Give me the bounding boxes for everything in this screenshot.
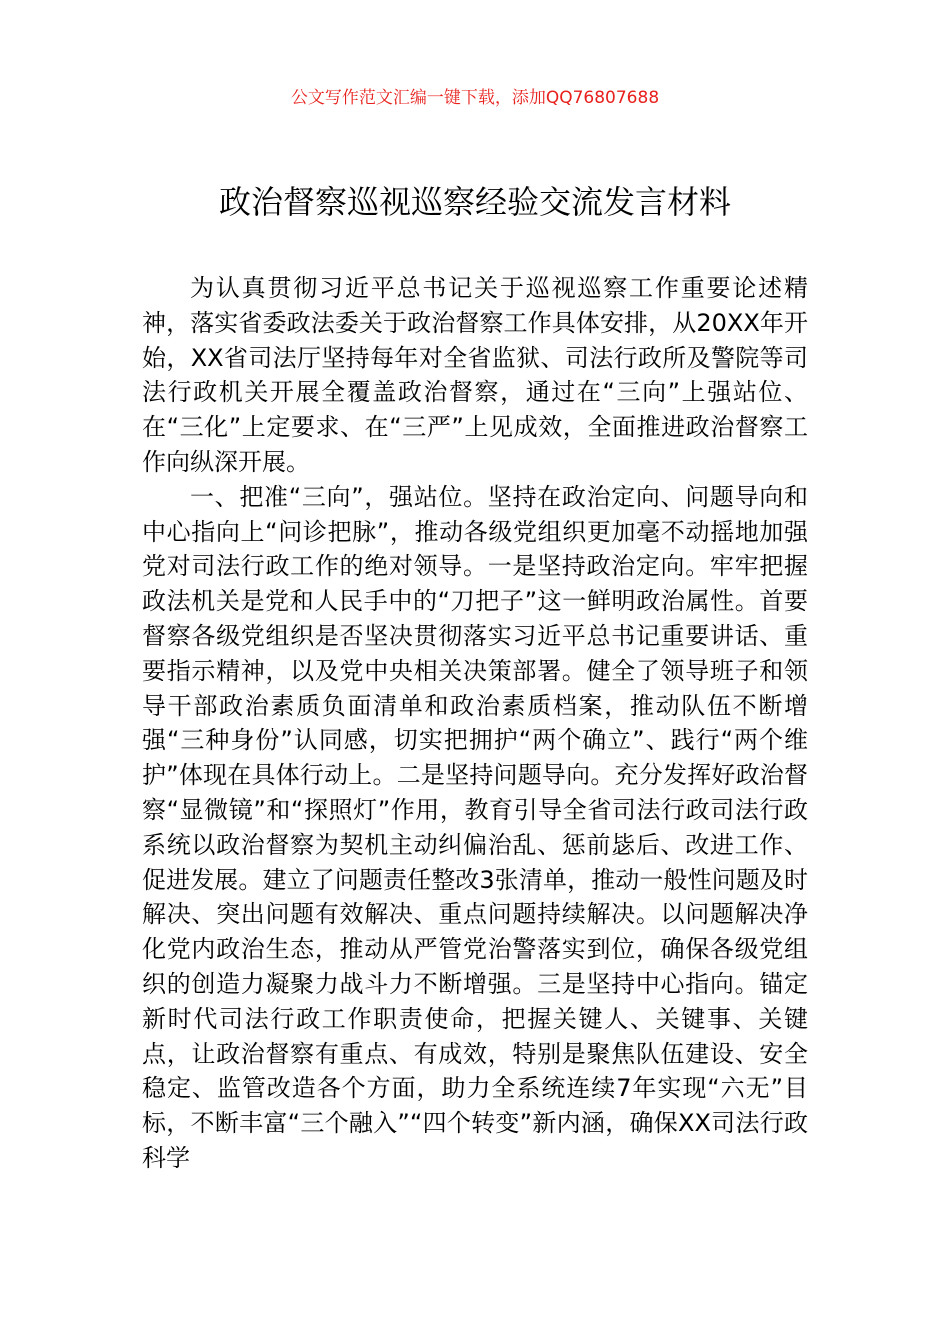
document-title: 政治督察巡视巡察经验交流发言材料 bbox=[218, 183, 731, 221]
download-promo-note: 公文写作范文汇编一键下载，添加QQ76807688 bbox=[290, 88, 660, 108]
document-body bbox=[142, 271, 808, 1176]
paragraph-section-one: 一、把准“三向”，强站位。坚持在政治定向、问题导向和中心指向上“问诊把脉”，推动各级党组织更加毫不动摇地加强党对司法行政工作的绝对领导。一是坚持政治定向。牢牢把握政法机关是党和人民手中的“刀把子”这一鲜明政治属性。首要督察各级党组织是否坚决贯彻落实习近平总书记重要讲话、重要指示精神，以及党中央相关决策部署。健全了领导班子和领导干部政治素质负面清单和政治素质档案，推动队伍不断增强“三种身份”认同感，切实把拥护“两个确立”、践行“两个维护”体现在具体行动上。二是坚持问题导向。充分发挥好政治督察“显微镜”和“探照灯”作用，教育引导全省司法行政司法行政系统以政治督察为契机主动纠偏治乱、惩前毖后、改进工作、促进发展。建立了问题责任整改3张清单，推动一般性问题及时解决、突出问题有效解决、重点问题持续解决。以问题解决净化党内政治生态，推动从严管党治警落实到位，确保各级党组织的创造力凝聚力战斗力不断增强。三是坚持中心指向。锚定新时代司法行政工作职责使命，把握关键人、关键事、关键点，让政治督察有重点、有成效，特别是聚焦队伍建设、安全稳定、监管改造各个方面，助力全系统连续7年实现“六无”目标，不断丰富“三个融入”“四个转变”新内涵，确保XX司法行政科学 bbox=[142, 482, 808, 1172]
paragraph-intro: 为认真贯彻习近平总书记关于巡视巡察工作重要论述精神，落实省委政法委关于政治督察工作具体安排，从20XX年开始，XX省司法厅坚持每年对全省监狱、司法行政所及警院等司法行政机关开展全覆盖政治督察，通过在“三向”上强站位、在“三化”上定要求、在“三严”上见成效，全面推进政治督察工作向纵深开展。 bbox=[142, 274, 808, 476]
